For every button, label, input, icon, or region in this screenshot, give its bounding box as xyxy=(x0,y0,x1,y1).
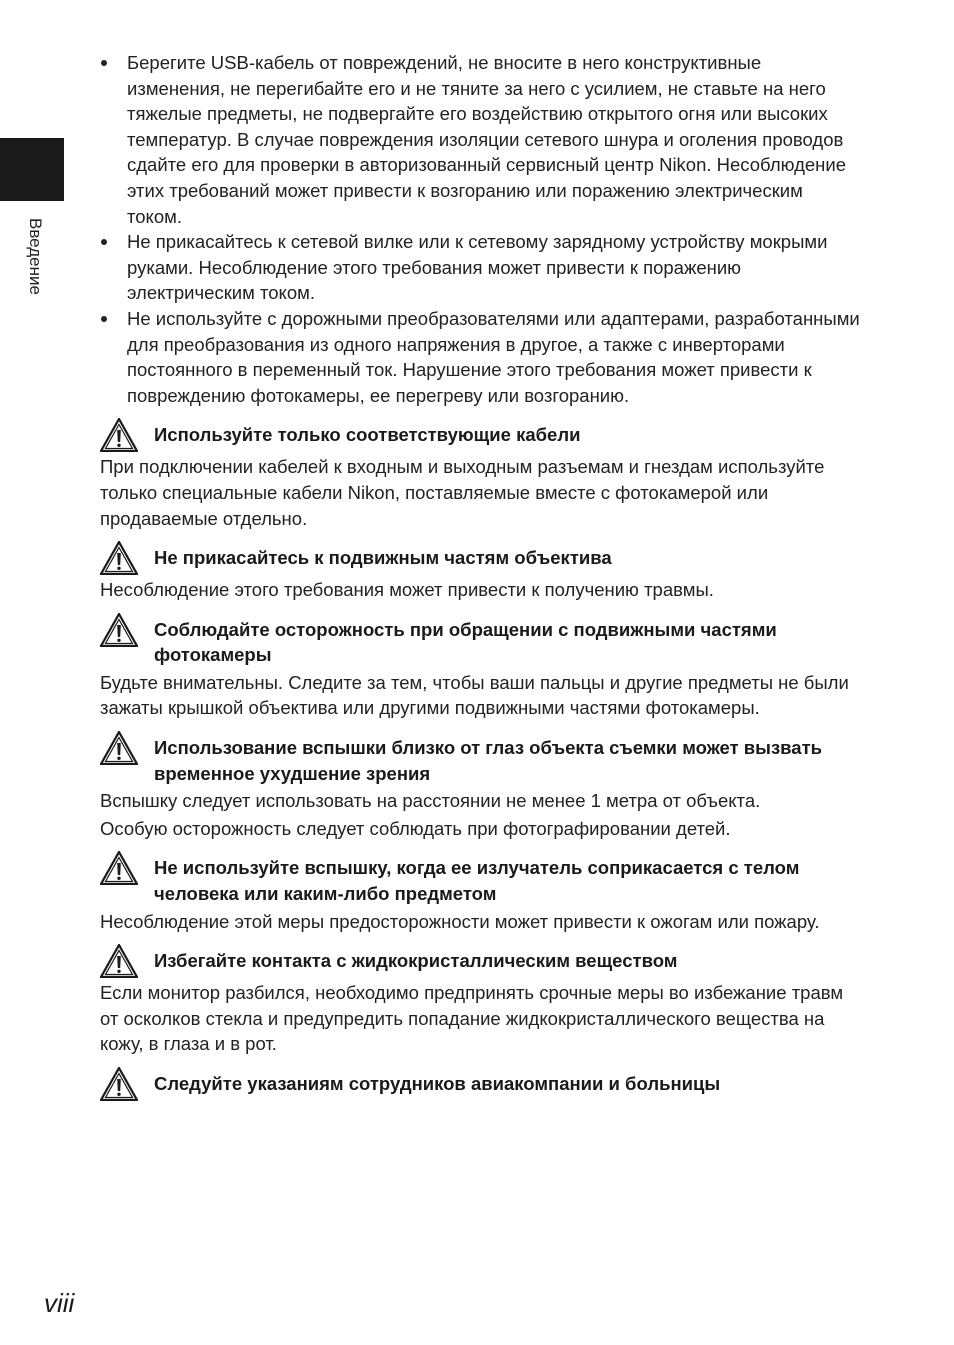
warning-body-text: Особую осторожность следует соблюдать при фотографировании детей. xyxy=(100,817,731,839)
page-number: viii xyxy=(44,1288,75,1318)
warning-title: Не прикасайтесь к подвижным частям объектива xyxy=(154,547,612,569)
warning-header xyxy=(100,948,860,978)
warning-triangle-icon xyxy=(100,851,138,885)
page-content xyxy=(100,50,860,1101)
warning-title: Используйте только соответствующие кабели xyxy=(154,424,581,446)
warning-triangle-icon xyxy=(100,944,138,978)
warning-header xyxy=(100,855,860,906)
warning-triangle-icon xyxy=(100,541,138,575)
warning-triangle-icon xyxy=(100,731,138,765)
warning-triangle-icon xyxy=(100,1067,138,1101)
warning-header xyxy=(100,422,860,452)
warning-block xyxy=(100,1071,860,1101)
warnings-section xyxy=(100,422,860,1101)
warning-block xyxy=(100,545,860,603)
list-item: Не прикасайтесь к сетевой вилке или к сетевому зарядному устройству мокрыми руками. Несоблюдение этого требования может привести к поражению электрическим током. xyxy=(100,229,860,306)
warning-body-text: Несоблюдение этого требования может привести к получению травмы. xyxy=(100,579,714,601)
warning-body-text: Если монитор разбился, необходимо предпринять срочные меры во избежание травм от осколков стекла и предупредить попадание жидкокристаллического вещества на кожу, в глаза и в рот. xyxy=(100,982,844,1055)
warning-body-text: Будьте внимательны. Следите за тем, чтобы ваши пальцы и другие предметы не были зажаты крышкой объектива или другими подвижными частями фотокамеры. xyxy=(100,671,849,719)
warning-block xyxy=(100,948,860,1057)
warning-title: Не используйте вспышку, когда ее излучатель соприкасается с телом человека или каким-либо предметом xyxy=(154,857,800,905)
warning-header xyxy=(100,617,860,668)
warning-title: Избегайте контакта с жидкокристаллическим веществом xyxy=(154,950,678,972)
warning-triangle-icon xyxy=(100,613,138,647)
warning-header xyxy=(100,735,860,786)
warning-block xyxy=(100,735,860,841)
warning-block xyxy=(100,422,860,531)
safety-bullet-list xyxy=(100,50,860,408)
warning-body-text: Вспышку следует использовать на расстоянии не менее 1 метра от объекта. xyxy=(100,790,761,812)
warning-title: Следуйте указаниям сотрудников авиакомпании и больницы xyxy=(154,1073,721,1094)
warning-body-text: При подключении кабелей к входным и выходным разъемам и гнездам используйте только специальные кабели Nikon, поставляемые вместе с фотокамерой или продаваемые отдельно. xyxy=(100,456,825,529)
warning-block xyxy=(100,855,860,934)
section-tab-marker xyxy=(0,138,64,201)
warning-header xyxy=(100,1071,860,1101)
list-item: Берегите USB-кабель от повреждений, не вносите в него конструктивные изменения, не перегибайте его и не тяните за него с усилием, не ставьте на него тяжелые предметы, не подвергайте его воздействию открытого огня или высоких температур. В случае повреждения изоляции сетевого шнура и оголения проводов сдайте его для проверки в авторизованный сервисный центр Nikon. Несоблюдение этих требований может привести к возгоранию или поражению электрическим током. xyxy=(100,50,860,229)
list-item: Не используйте с дорожными преобразователями или адаптерами, разработанными для преобразования из одного напряжения в другое, а также с инверторами постоянного в переменный ток. Нарушение этого требования может привести к повреждению фотокамеры, ее перегреву или возгоранию. xyxy=(100,306,860,408)
section-tab-label: Введение xyxy=(26,218,45,295)
warning-block xyxy=(100,617,860,721)
warning-triangle-icon xyxy=(100,418,138,452)
warning-body-text: Несоблюдение этой меры предосторожности может привести к ожогам или пожару. xyxy=(100,910,820,932)
warning-title: Соблюдайте осторожность при обращении с подвижными частями фотокамеры xyxy=(154,618,777,666)
warning-title: Использование вспышки близко от глаз объекта съемки может вызвать временное ухудшение зрения xyxy=(154,737,823,784)
warning-header xyxy=(100,545,860,575)
